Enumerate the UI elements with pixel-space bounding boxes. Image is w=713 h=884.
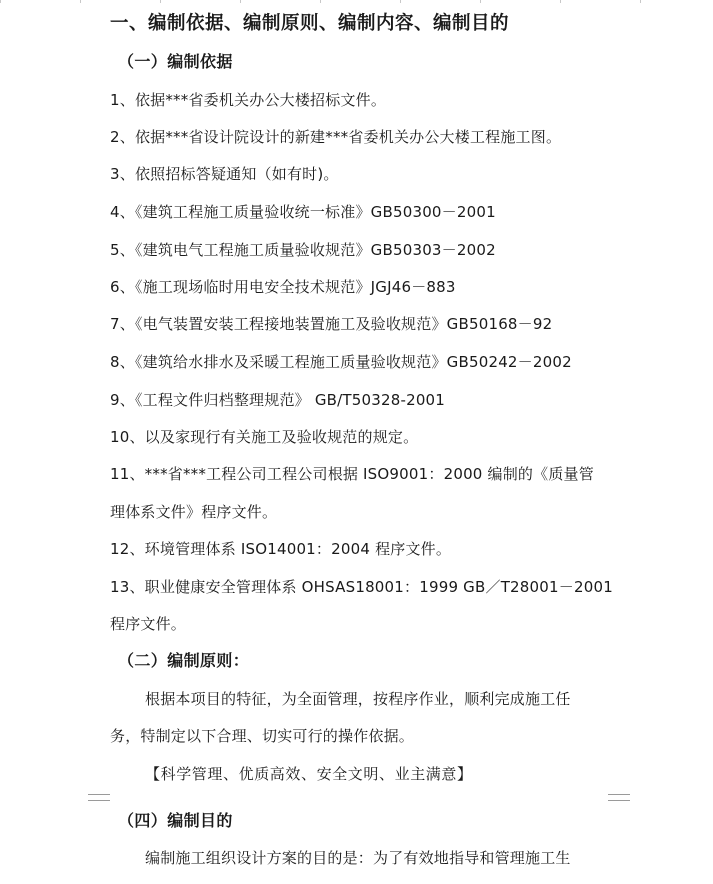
basis-item-11-continued: 理体系文件》程序文件。 [110, 503, 278, 521]
basis-item-2: 2、依据***省设计院设计的新建***省委机关办公大楼工程施工图。 [110, 128, 562, 146]
basis-item-6: 6、《施工现场临时用电安全技术规范》JGJ46－883 [110, 278, 456, 296]
purpose-paragraph-line-1: 编制施工组织设计方案的目的是：为了有效地指导和管理施工生 [145, 849, 571, 867]
section-purpose-title: （四）编制目的 [118, 811, 233, 830]
page-break-mark-right [608, 794, 630, 801]
section-basis-title: （一）编制依据 [118, 52, 233, 71]
basis-item-8: 8、《建筑给水排水及采暖工程施工质量验收规范》GB50242－2002 [110, 353, 572, 371]
basis-item-13: 13、职业健康安全管理体系 OHSAS18001：1999 GB／T28001－2001 [110, 578, 613, 596]
basis-item-3: 3、依照招标答疑通知（如有时)。 [110, 165, 339, 183]
document-heading: 一、编制依据、编制原则、编制内容、编制目的 [110, 13, 510, 34]
basis-item-5: 5、《建筑电气工程施工质量验收规范》GB50303－2002 [110, 241, 496, 259]
principle-paragraph-line-1: 根据本项目的特征，为全面管理，按程序作业，顺利完成施工任 [145, 690, 571, 708]
basis-item-1: 1、依据***省委机关办公大楼招标文件。 [110, 91, 387, 109]
page-break-mark-left [88, 794, 110, 801]
principle-motto: 【科学管理、优质高效、安全文明、业主满意】 [145, 765, 473, 783]
basis-item-9: 9、《工程文件归档整理规范》 GB/T50328-2001 [110, 391, 446, 409]
basis-item-4: 4、《建筑工程施工质量验收统一标准》GB50300－2001 [110, 203, 496, 221]
basis-item-10: 10、以及家现行有关施工及验收规范的规定。 [110, 428, 419, 446]
section-principle-title: （二）编制原则： [118, 651, 250, 670]
basis-item-12: 12、环境管理体系 ISO14001：2004 程序文件。 [110, 540, 452, 558]
basis-item-13-continued: 程序文件。 [110, 615, 187, 633]
basis-item-7: 7、《电气装置安装工程接地装置施工及验收规范》GB50168－92 [110, 315, 553, 333]
principle-paragraph-line-2: 务，特制定以下合理、切实可行的操作依据。 [110, 727, 415, 745]
basis-item-11: 11、***省***工程公司工程公司根据 ISO9001：2000 编制的《质量管 [110, 465, 594, 483]
page-top-rule [0, 0, 713, 3]
